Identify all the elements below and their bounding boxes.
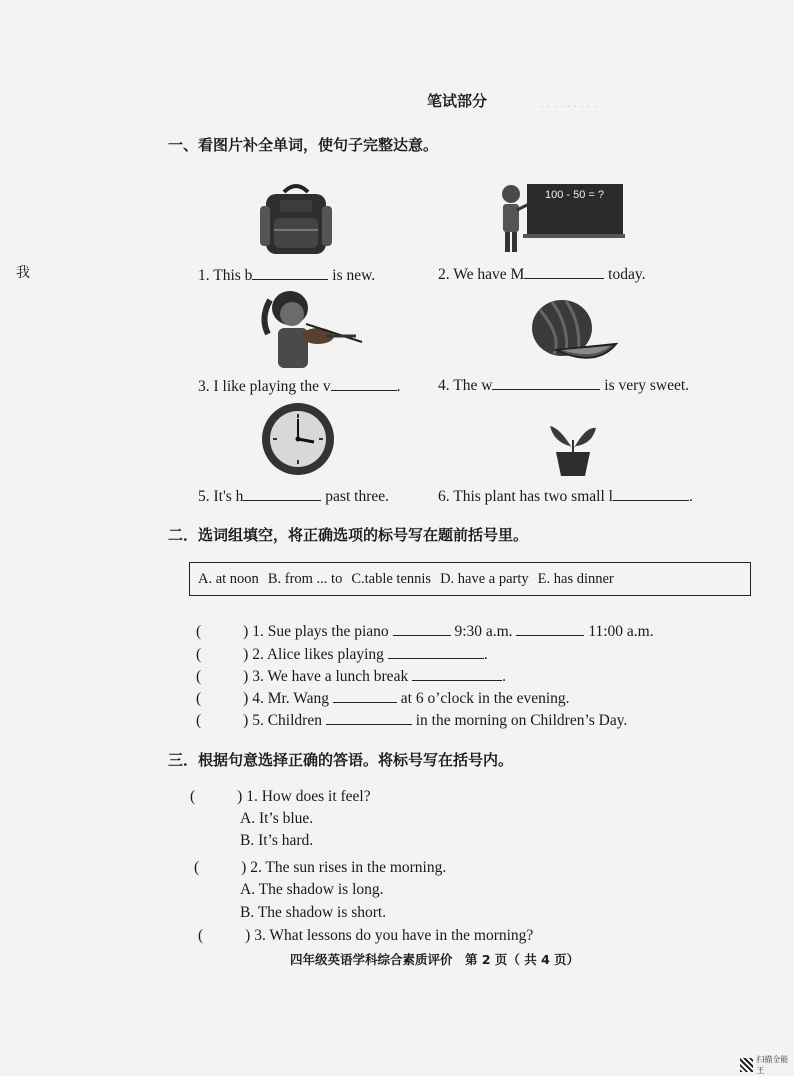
question-6: 6. This plant has two small l . bbox=[438, 488, 693, 505]
answer-blank[interactable] bbox=[326, 710, 412, 725]
qr-code-icon bbox=[740, 1058, 753, 1072]
answer-blank[interactable] bbox=[613, 486, 689, 501]
answer-blank[interactable] bbox=[331, 376, 397, 391]
clock-picture bbox=[256, 401, 340, 477]
question-5: 5. It's h past three. bbox=[198, 488, 389, 505]
s2-question-1: ( ) 1. Sue plays the piano 9:30 a.m. 11:00 a.m. bbox=[196, 623, 654, 640]
s3-q1-option-b: B. It’s hard. bbox=[240, 832, 314, 849]
answer-blank[interactable] bbox=[333, 688, 397, 703]
blackboard-text: 100 - 50 = ? bbox=[545, 189, 605, 201]
page-footer: 四年级英语学科综合素质评价 第 2 页（ 共 4 页） bbox=[290, 952, 580, 967]
section2-heading: 二．选词组填空，将正确选项的标号写在题前括号里。 bbox=[168, 526, 529, 544]
scanner-label: 扫描全能王 bbox=[756, 1055, 789, 1075]
question-1: 1. This b is new. bbox=[198, 267, 376, 284]
s3-question-1: ( ) 1. How does it feel? bbox=[190, 788, 371, 805]
option-c: C.table tennis bbox=[351, 570, 432, 587]
s3-question-2: ( ) 2. The sun rises in the morning. bbox=[194, 859, 447, 876]
s3-q2-option-a: A. The shadow is long. bbox=[240, 881, 384, 898]
s3-q2-option-b: B. The shadow is short. bbox=[240, 904, 387, 921]
page-title: 笔试部分 bbox=[427, 92, 488, 110]
answer-blank[interactable] bbox=[412, 666, 502, 681]
s2-question-4: ( ) 4. Mr. Wang at 6 o’clock in the evening. bbox=[196, 690, 570, 707]
question-2: 2. We have M today. bbox=[438, 266, 646, 283]
s2-question-5: ( ) 5. Children in the morning on Children’s Day. bbox=[196, 712, 628, 729]
options-box bbox=[189, 562, 751, 596]
answer-blank[interactable] bbox=[252, 265, 328, 280]
option-e: E. has dinner bbox=[537, 570, 614, 587]
bleed-through-text: . . . . . . . . . bbox=[540, 96, 597, 110]
answer-blank[interactable] bbox=[492, 375, 600, 390]
option-a: A. at noon bbox=[198, 570, 259, 587]
section1-heading: 一、看图片补全单词，使句子完整达意。 bbox=[168, 136, 439, 154]
margin-character: 我 bbox=[16, 265, 30, 281]
answer-blank[interactable] bbox=[524, 264, 604, 279]
answer-blank[interactable] bbox=[388, 644, 484, 659]
plant-picture bbox=[548, 418, 598, 478]
answer-blank[interactable] bbox=[393, 621, 451, 636]
violin-girl-picture bbox=[256, 288, 366, 372]
scanner-watermark bbox=[740, 1054, 794, 1076]
question-3: 3. I like playing the v . bbox=[198, 378, 401, 395]
option-b: B. from ... to bbox=[267, 570, 343, 587]
s2-question-3: ( ) 3. We have a lunch break . bbox=[196, 668, 506, 685]
question-4: 4. The w is very sweet. bbox=[438, 377, 690, 394]
answer-blank[interactable] bbox=[243, 486, 321, 501]
watermelon-picture bbox=[526, 296, 618, 366]
answer-blank[interactable] bbox=[516, 621, 584, 636]
option-d: D. have a party bbox=[440, 570, 529, 587]
backpack-picture bbox=[256, 182, 336, 258]
section3-heading: 三．根据句意选择正确的答语。将标号写在括号内。 bbox=[168, 751, 514, 769]
s2-question-2: ( ) 2. Alice likes playing . bbox=[196, 646, 488, 663]
math-teacher-picture bbox=[497, 180, 625, 256]
s3-question-3: ( ) 3. What lessons do you have in the morning? bbox=[198, 927, 534, 944]
s3-q1-option-a: A. It’s blue. bbox=[240, 810, 314, 827]
